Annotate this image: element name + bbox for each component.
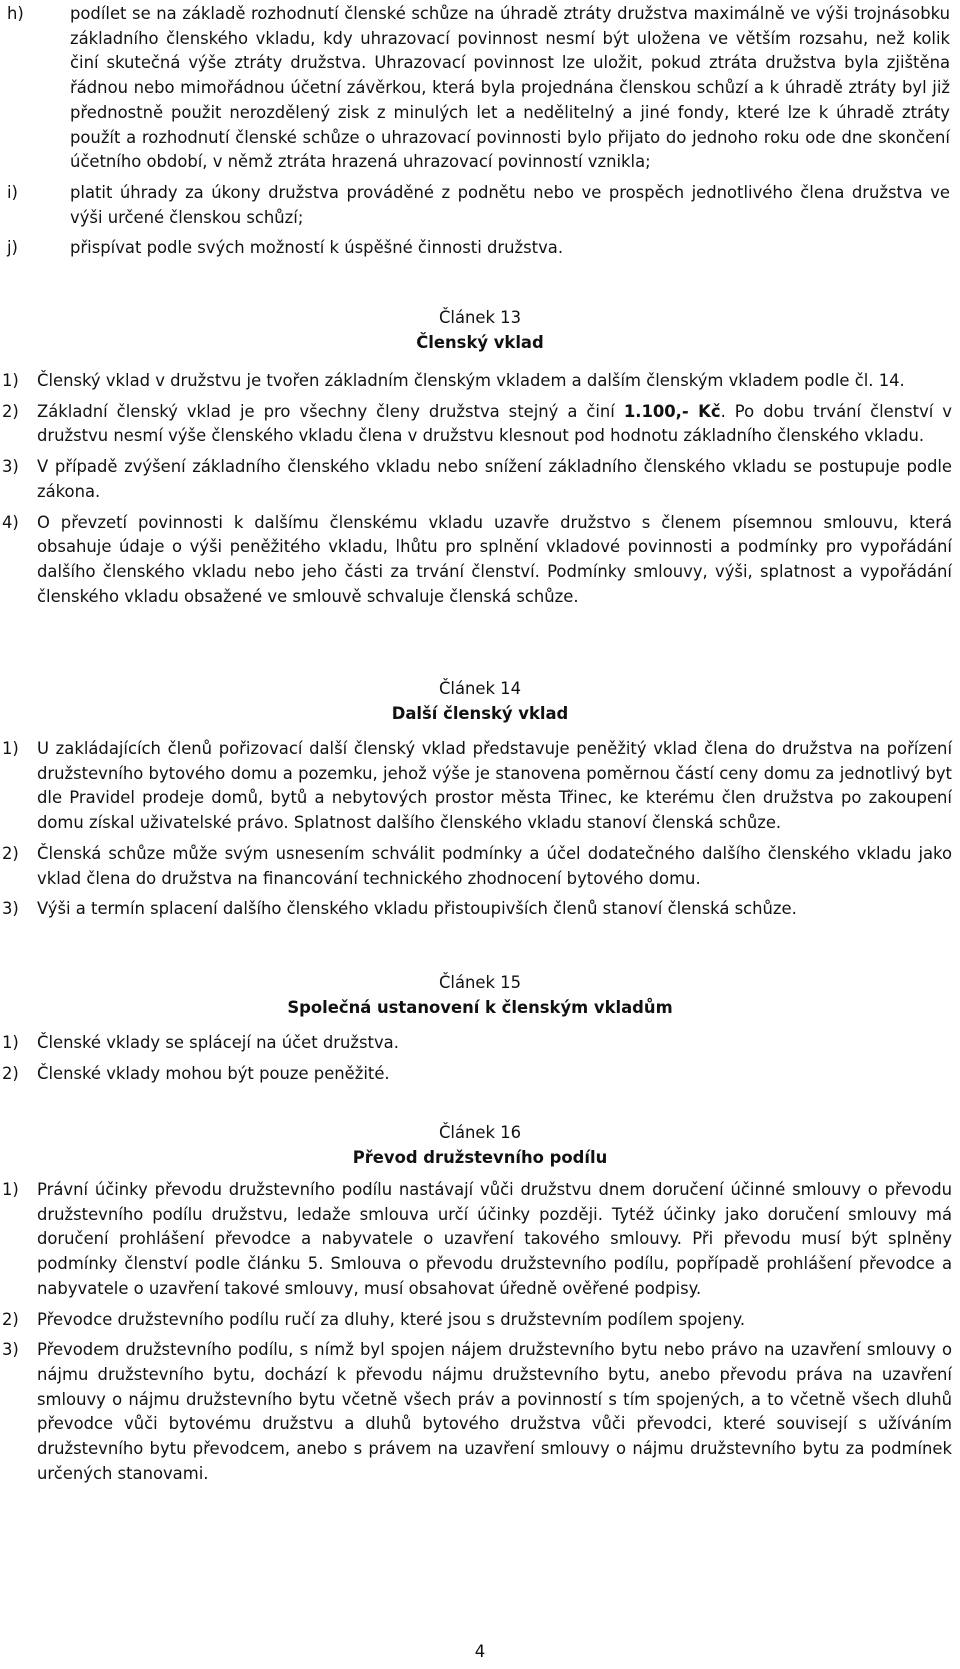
list-item [0,1031,952,1056]
item-marker: i) [7,182,18,202]
article-title: Členský vklad [416,332,544,352]
item-marker: 1) [2,1180,19,1199]
list-item [0,511,952,610]
article-heading [0,1121,960,1170]
item-marker: 2) [2,401,19,421]
list-item [0,369,952,394]
list-item [0,1308,952,1333]
article-15-list [0,1031,960,1086]
article-title: Převod družstevního podílu [352,1147,608,1167]
list-item [0,842,952,891]
article-title: Společná ustanovení k členským vkladům [287,997,673,1017]
article-heading [0,677,960,726]
item-marker: 2) [2,843,19,863]
list-item [0,181,950,230]
item-marker: 3) [2,899,19,919]
item-text: Členský vklad v družstvu je tvořen základním členským vkladem a dalším členským vkladem podle čl. 14. [37,371,905,390]
list-item [0,236,950,261]
article-heading [0,971,960,1020]
base-deposit-amount: 1.100,- Kč [623,401,721,421]
item-text: podílet se na základě rozhodnutí členské schůze na úhradě ztráty družstva maximálně ve výši trojnásobku základního členského vkladu, kdy uhrazovací povinnost nesmí být uložena ve větším rozsahu, než kolik činí skutečná výše ztráty družstva. Uhrazovací povinnost lze uložit, pokud ztráta družstva byla zjištěna řádnou nebo mimořádnou účetní závěrkou, která byla projednána členskou schůzí a k úhradě ztráty byl již přednostně použit nerozdělený zisk z minulých let a nedělitelný a jiné fondy, které lze k úhradě ztráty použít a rozhodnutí členské schůze o uhrazovací povinnosti bylo přijato do jednoho roku ode dne skončení účetního období, v němž ztráta hrazená uhrazovací povinností vznikla; [70,4,950,172]
article-number: Článek 14 [438,679,522,698]
item-text: Členské vklady mohou být pouze peněžité. [37,1063,390,1083]
item-marker: 2) [2,1063,19,1083]
item-marker: 1) [2,371,19,390]
item-marker: j) [7,238,18,258]
list-item [0,455,952,504]
item-text: platit úhrady za úkony družstva prováděné z podnětu nebo ve prospěch jednotlivého člena družstva ve výši určené členskou schůzí; [70,182,950,227]
list-item [0,2,950,175]
article-number: Článek 15 [438,973,522,992]
item-marker: 3) [2,1340,19,1360]
list-item [0,1338,952,1486]
list-item [0,737,952,836]
item-text: Právní účinky převodu družstevního podílu nastávají vůči družstvu dnem doručení účinné smlouvy o převodu družstevního podílu družstvu, ledaže smlouva určí účinky později. Tytéž účinky jako doručení smlouvy má doručení prohlášení převodce a nabyvatele o uzavření takového smlouvy. Při převodu musí být splněny podmínky členství podle článku 5. Smlouva o převodu družstevního podílu, popřípadě prohlášení převodce a nabyvatele o uzavření takové smlouvy, musí obsahovat úředně ověřené podpisy. [37,1180,952,1298]
article-16-list [0,1178,960,1486]
item-text: Převodem družstevního podílu, s nímž byl spojen nájem družstevního bytu nebo právo na uzavření smlouvy o nájmu družstevního bytu, dochází k převodu nájmu družstevního bytu, anebo převodu práva na uzavření smlouvy o nájmu družstevního bytu včetně všech práv a povinností s tím spojených, a to včetně všech dluhů převodce vůči bytovému družstvu a dluhů bytového družstva vůči převodci, které souvisejí s užíváním družstevního bytu převodcem, anebo s právem na uzavření smlouvy o nájmu družstevního bytu za podmínek určených stanovami. [37,1340,952,1483]
item-marker: h) [7,4,24,23]
item-marker: 1) [2,1033,19,1052]
item-text: U zakládajících členů pořizovací další členský vklad představuje peněžitý vklad člena do družstva na pořízení družstevního bytového domu a pozemku, jehož výše je stanovena poměrnou částí ceny domu za jednotlivý byt dle Pravidel prodeje domů, bytů a nebytových prostor města Třinec, ke kterému člen družstva po zakoupení domu získal uživatelské právo. Splatnost dalšího členského vkladu stanoví členská schůze. [37,739,952,833]
list-item [0,400,952,449]
item-text: Výši a termín splacení dalšího členského vkladu přistoupivších členů stanoví členská schůze. [37,899,797,919]
list-item [0,1178,952,1302]
item-text: Členská schůze může svým usnesením schválit podmínky a účel dodatečného dalšího členského vkladu jako vklad člena do družstva na financování technického zhodnocení bytového domu. [37,843,952,888]
page-number: 4 [474,1642,486,1661]
item-text: přispívat podle svých možností k úspěšné činnosti družstva. [70,238,564,258]
article-title: Další členský vklad [391,703,569,723]
item-text: O převzetí povinnosti k dalšímu členskému vkladu uzavře družstvo s členem písemnou smlouvu, která obsahuje údaje o výši peněžitého vkladu, lhůtu pro splnění vkladové povinnosti a podmínky pro vypořádání dalšího členského vkladu nebo jeho části za trvání členství. Podmínky smlouvy, výši, splatnost a vypořádání členského vkladu obsažené ve smlouvě schvaluje členská schůze. [37,512,952,606]
article-number: Článek 16 [438,1123,522,1142]
item-marker: 4) [2,512,19,532]
list-item [0,897,952,922]
article-13-list [0,369,960,609]
item-marker: 1) [2,739,19,758]
article-number: Článek 13 [438,308,522,327]
item-marker: 2) [2,1309,19,1329]
item-text: Převodce družstevního podílu ručí za dluhy, které jsou s družstevním podílem spojeny. [37,1309,746,1329]
item-text: V případě zvýšení základního členského vkladu nebo snížení základního členského vkladu se postupuje podle zákona. [37,457,952,501]
list-item [0,1062,952,1087]
article-14-list [0,737,960,922]
item-text: Základní členský vklad je pro všechny členy družstva stejný a činí 1.100,- Kč. Po dobu trvání členství v družstvu nesmí výše členského vkladu člena v družstvu klesnout pod hodnotu základního členského vkladu. [37,401,953,446]
member-duties-list [0,2,960,261]
article-heading [0,306,960,355]
item-marker: 3) [2,457,19,477]
item-text: Členské vklady se splácejí na účet družstva. [37,1033,399,1052]
